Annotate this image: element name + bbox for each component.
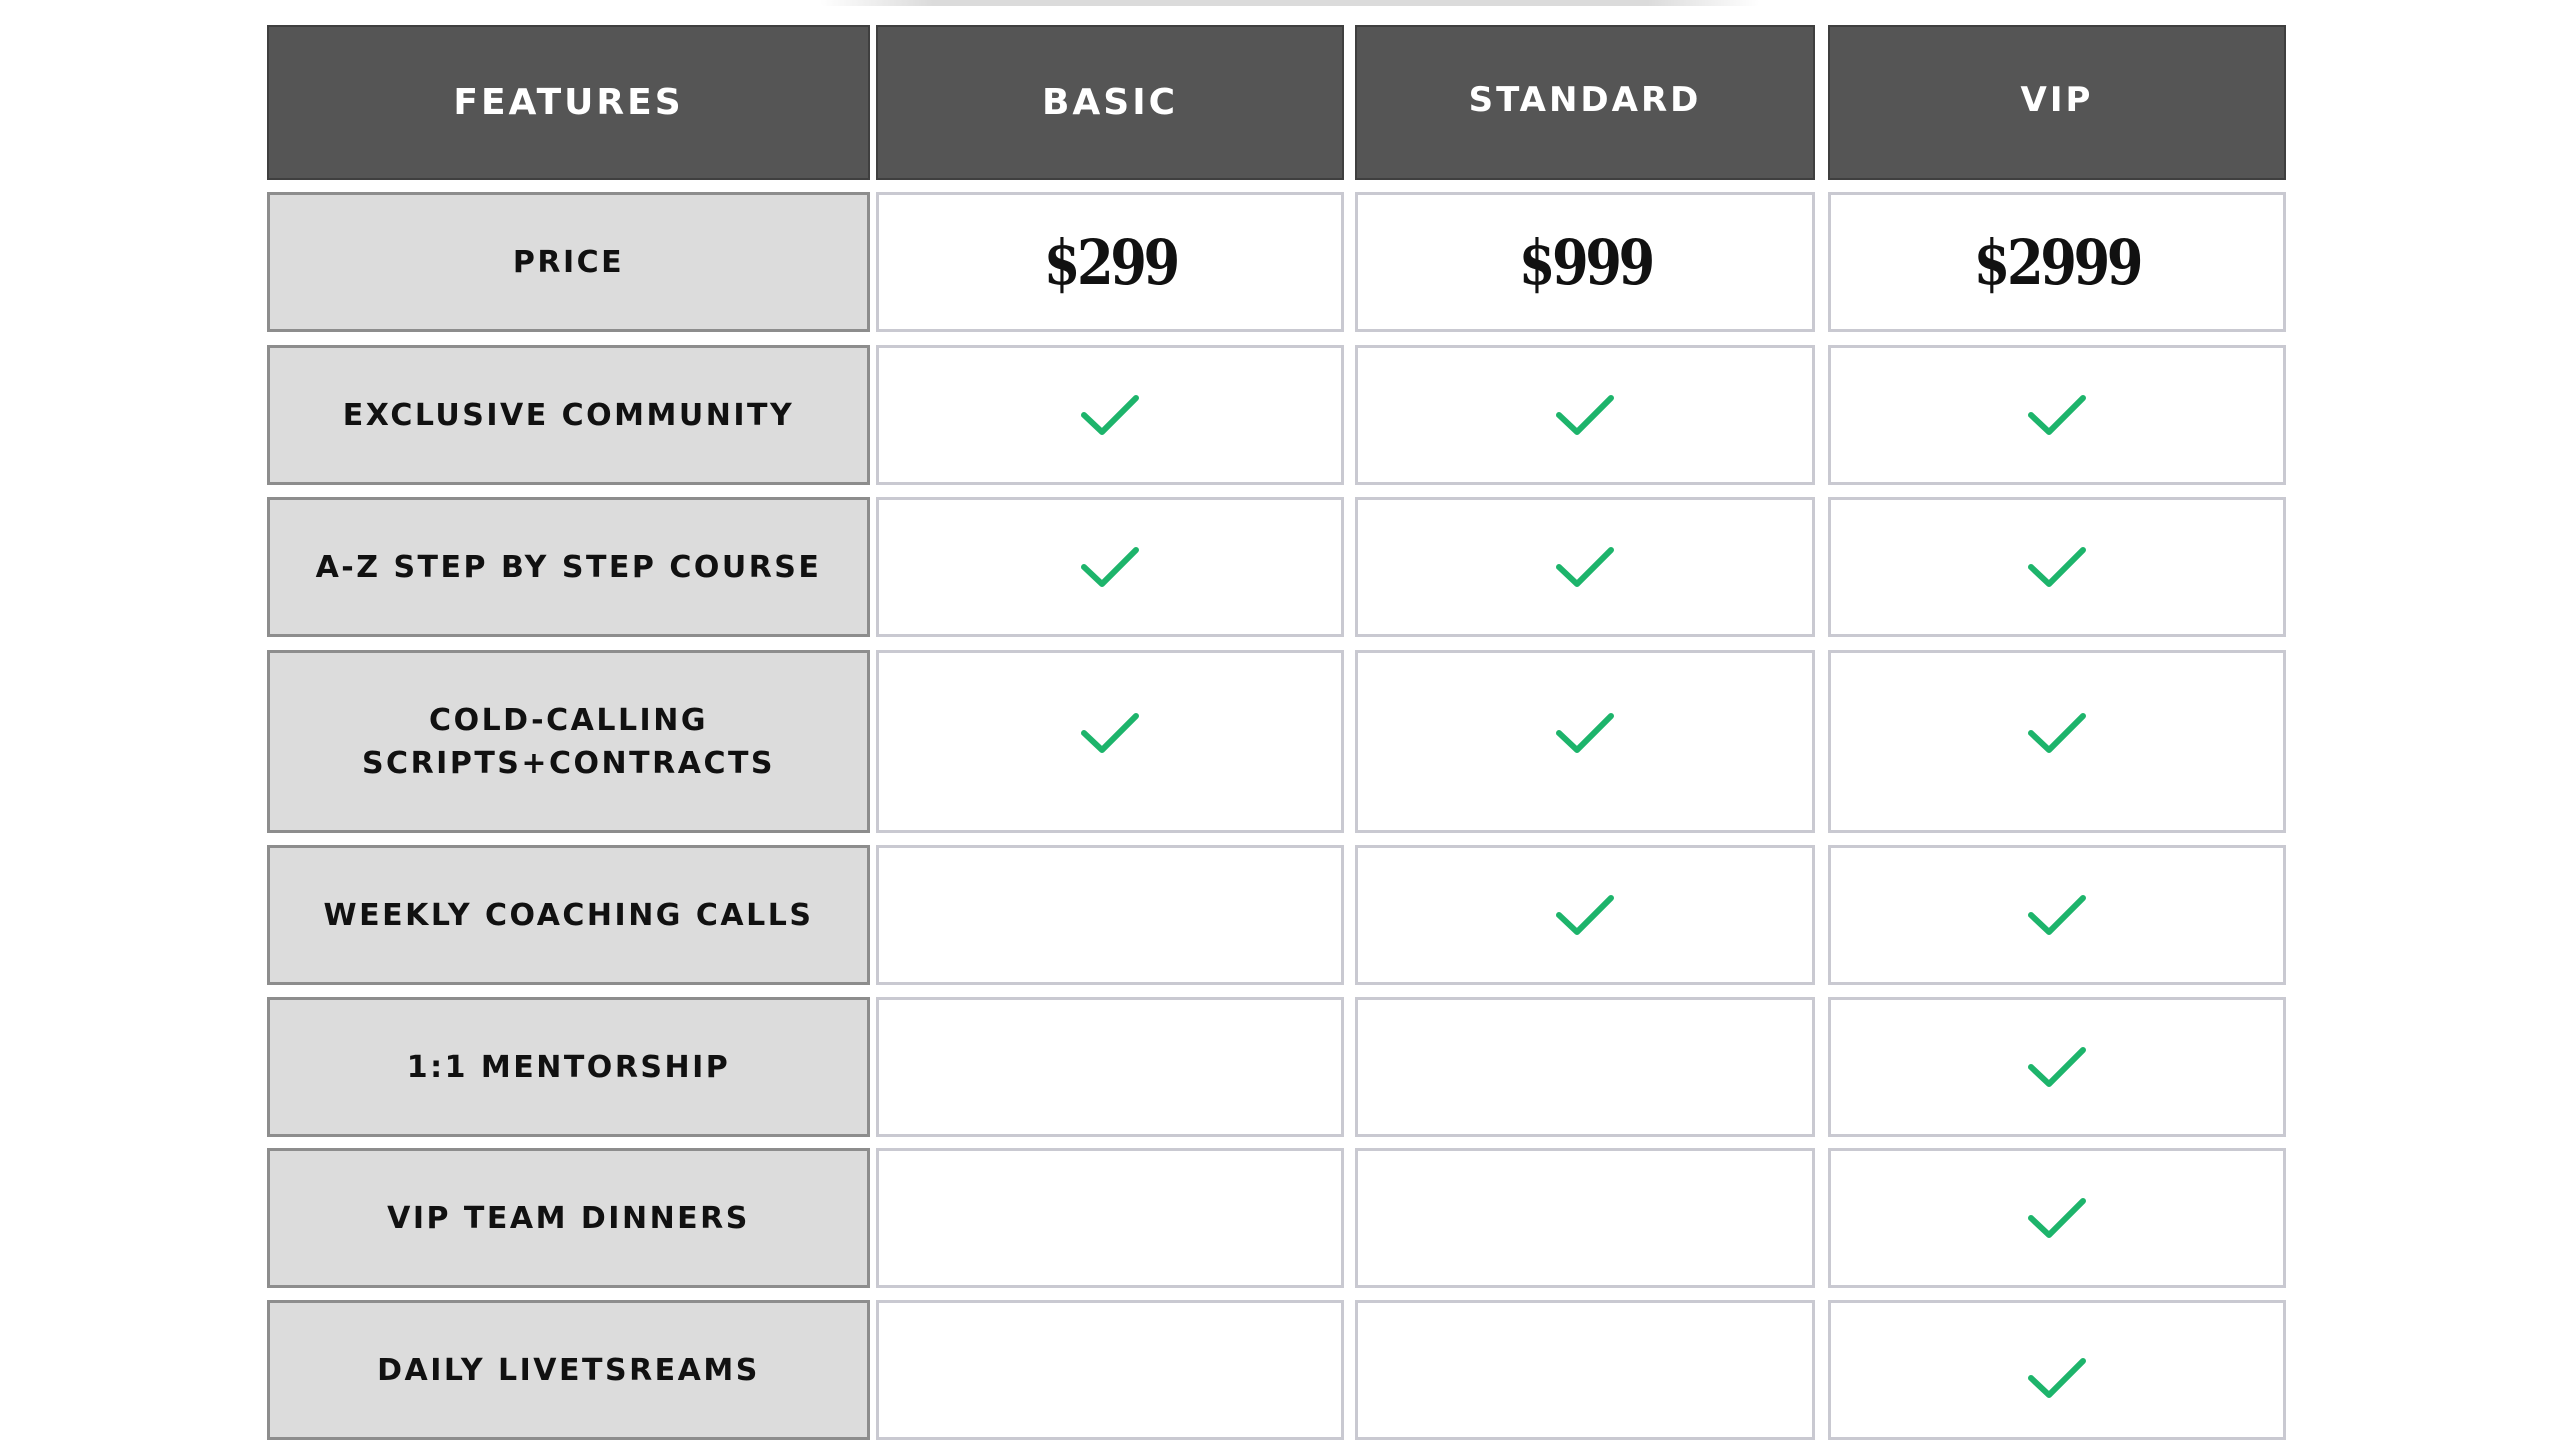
header-standard-label: STANDARD (1468, 79, 1702, 120)
header-standard (1355, 25, 1815, 180)
cell-mentorship-basic (876, 997, 1344, 1137)
cell-livestreams-vip (1828, 1300, 2286, 1440)
price-vip (1828, 192, 2286, 332)
checkmark-icon (2027, 1356, 2087, 1400)
header-basic-label: BASIC (1041, 82, 1179, 123)
feature-cold-calling-scripts (267, 650, 870, 833)
cell-coaching-vip (1828, 845, 2286, 985)
cell-course-standard (1355, 497, 1815, 637)
cell-dinners-basic (876, 1148, 1344, 1288)
cell-exclusive-community-basic (876, 345, 1344, 485)
checkmark-icon (1080, 711, 1140, 755)
feature-label-line-1: COLD-CALLING (429, 702, 708, 738)
checkmark-icon (1555, 545, 1615, 589)
price-vip-value: $2999 (1973, 225, 2141, 299)
cell-mentorship-vip (1828, 997, 2286, 1137)
feature-label: EXCLUSIVE COMMUNITY (342, 397, 795, 433)
feature-label: A-Z STEP BY STEP COURSE (315, 549, 822, 585)
cell-cold-calling-vip (1828, 650, 2286, 833)
feature-exclusive-community (267, 345, 870, 485)
cell-cold-calling-standard (1355, 650, 1815, 833)
cropped-title-remnant (820, 0, 1760, 6)
checkmark-icon (1555, 393, 1615, 437)
feature-label: WEEKLY COACHING CALLS (323, 897, 814, 933)
header-vip-label: VIP (2020, 79, 2094, 120)
feature-vip-team-dinners (267, 1148, 870, 1288)
feature-weekly-coaching-calls (267, 845, 870, 985)
feature-daily-livestreams (267, 1300, 870, 1440)
checkmark-icon (2027, 711, 2087, 755)
feature-label: 1:1 MENTORSHIP (406, 1049, 731, 1085)
cell-course-basic (876, 497, 1344, 637)
checkmark-icon (2027, 1196, 2087, 1240)
cell-coaching-standard (1355, 845, 1815, 985)
price-basic-value: $299 (1043, 225, 1177, 299)
header-features (267, 25, 870, 180)
header-vip (1828, 25, 2286, 180)
checkmark-icon (1555, 893, 1615, 937)
cell-livestreams-basic (876, 1300, 1344, 1440)
cell-livestreams-standard (1355, 1300, 1815, 1440)
feature-price-label: PRICE (512, 244, 625, 280)
cell-mentorship-standard (1355, 997, 1815, 1137)
checkmark-icon (2027, 545, 2087, 589)
cell-course-vip (1828, 497, 2286, 637)
cell-cold-calling-basic (876, 650, 1344, 833)
feature-label: VIP TEAM DINNERS (387, 1200, 750, 1236)
feature-label-line-2: SCRIPTS+CONTRACTS (361, 745, 776, 781)
cell-dinners-standard (1355, 1148, 1815, 1288)
feature-price (267, 192, 870, 332)
price-standard-value: $999 (1518, 225, 1652, 299)
checkmark-icon (1080, 393, 1140, 437)
checkmark-icon (2027, 1045, 2087, 1089)
checkmark-icon (2027, 893, 2087, 937)
header-features-label: FEATURES (453, 82, 684, 123)
price-basic (876, 192, 1344, 332)
feature-step-by-step-course (267, 497, 870, 637)
cell-exclusive-community-vip (1828, 345, 2286, 485)
checkmark-icon (2027, 393, 2087, 437)
cell-exclusive-community-standard (1355, 345, 1815, 485)
cell-coaching-basic (876, 845, 1344, 985)
feature-label: DAILY LIVETSREAMS (377, 1352, 760, 1388)
checkmark-icon (1080, 545, 1140, 589)
checkmark-icon (1555, 711, 1615, 755)
cell-dinners-vip (1828, 1148, 2286, 1288)
header-basic (876, 25, 1344, 180)
price-standard (1355, 192, 1815, 332)
feature-mentorship (267, 997, 870, 1137)
